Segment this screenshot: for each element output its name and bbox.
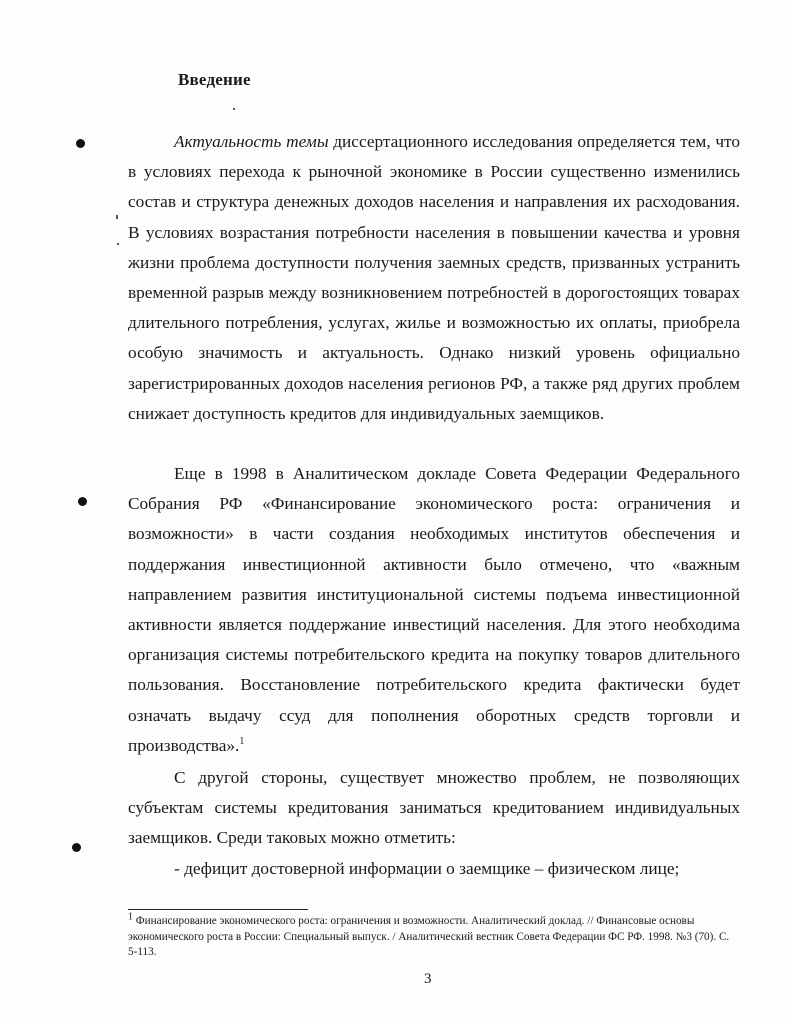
- federation-report-body: Еще в 1998 в Аналитическом докладе Совета Федерации Федерального Собрания РФ «Финансирование экономического роста: ограничения и возможности» в части создания необходимых институтов обеспечения и поддержания инвестиционной активности было отмечено, что «важным направлением развития институциональной системы подъема инвестиционной активности является поддержание инвестиций населения. Для этого необходима организация системы потребительского кредита на покупку товаров длительного пользования. Восстановление потребительского кредита фактически будет означать выдачу ссуд для пополнения оборотных средств торговли и производства».: [128, 464, 740, 755]
- punch-hole-mark-top: [76, 139, 85, 148]
- relevance-lead-italic: Актуальность темы: [174, 132, 329, 151]
- footnote-text: Финансирование экономического роста: ограничения и возможности. Аналитический доклад. // Финансовые основы экономического роста в России: Специальный выпуск. / Аналитический вестник Совета Федерации ФС РФ. 1998. №3 (70). С. 5-113.: [128, 915, 730, 958]
- problem-item-text: - дефицит достоверной информации о заемщике – физическом лице;: [174, 859, 680, 878]
- paragraph-problems: [128, 763, 740, 854]
- punch-hole-mark-bottom: [72, 843, 81, 852]
- footnote-divider: [128, 909, 308, 910]
- scan-speck: [117, 243, 119, 245]
- list-item-problem: [128, 854, 740, 884]
- punch-hole-mark-middle: [78, 497, 87, 506]
- paragraph-relevance: [128, 127, 740, 429]
- paragraph-federation-report: [128, 459, 740, 761]
- problems-body: С другой стороны, существует множество проблем, не позволяющих субъектам системы кредитования заниматься кредитованием индивидуальных заемщиков. Среди таковых можно отметить:: [128, 768, 740, 848]
- footnote-marker: 1: [128, 911, 133, 923]
- footnote-reference: 1: [239, 736, 245, 748]
- page-number: 3: [424, 971, 432, 987]
- section-heading: Введение: [178, 70, 251, 89]
- footnote: [128, 911, 740, 961]
- relevance-body: диссертационного исследования определяется тем, что в условиях перехода к рыночной экономике в России существенно изменились состав и структура денежных доходов населения и направления их расходования. В условиях возрастания потребности населения в повышении качества и уровня жизни проблема доступности получения заемных средств, призванных устранить временной разрыв между возникновением потребностей в дорогостоящих товарах длительного потребления, услугах, жилье и возможностью их оплаты, приобрела особую значимость и актуальность. Однако низкий уровень официально зарегистрированных доходов населения регионов РФ, а также ряд других проблем снижает доступность кредитов для индивидуальных заемщиков.: [128, 132, 740, 423]
- scan-speck: [233, 108, 235, 110]
- scan-speck: [116, 215, 118, 219]
